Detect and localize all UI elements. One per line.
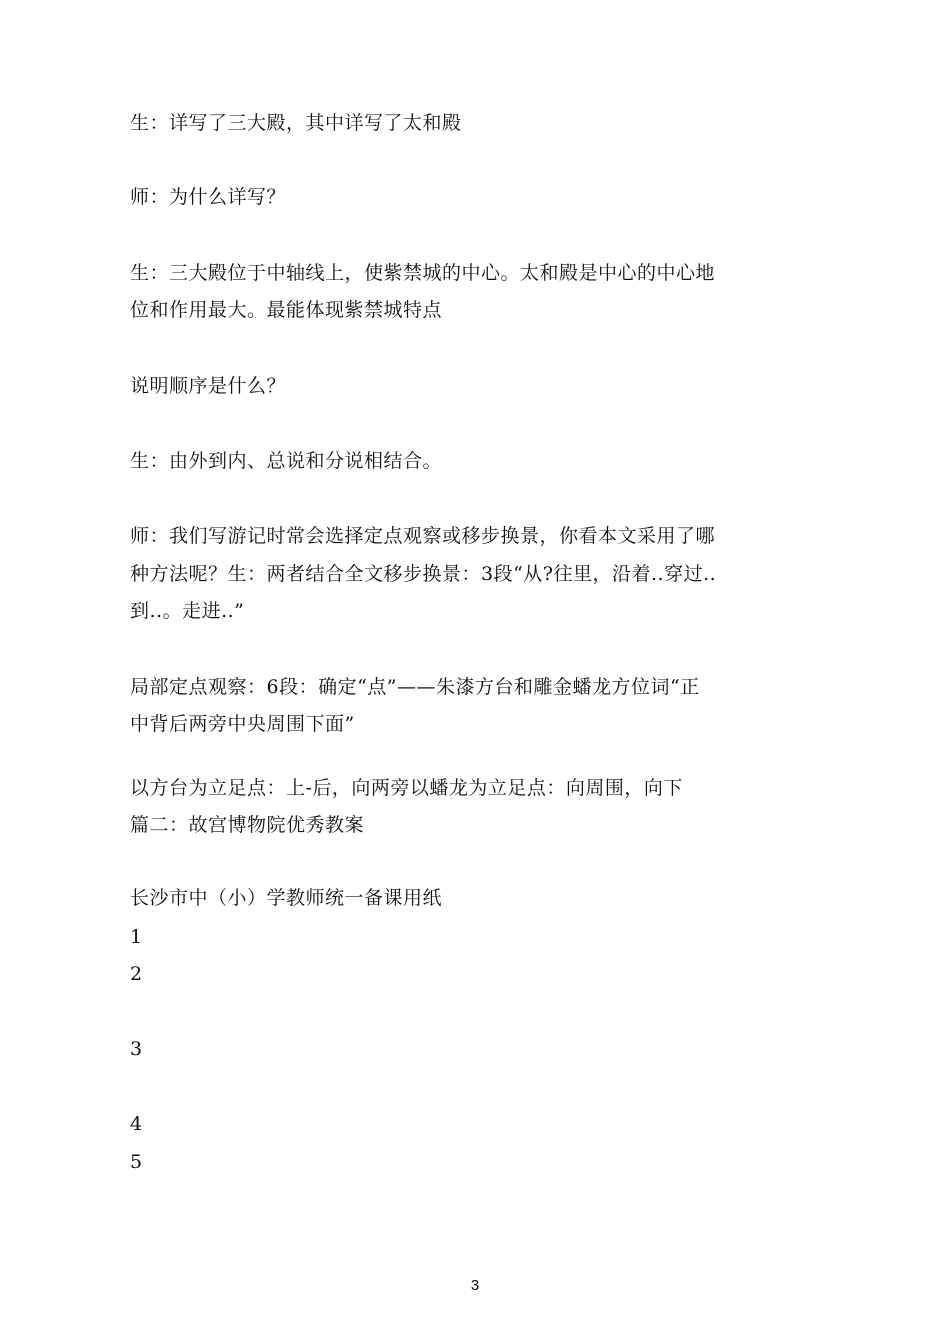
text-line: 以方台为立足点：上-后，向两旁以蟠龙为立足点：向周围，向下	[130, 777, 683, 799]
text-line: 生：三大殿位于中轴线上，使紫禁城的中心。太和殿是中心的中心地	[130, 262, 716, 284]
text-line: 师：为什么详写？	[130, 186, 287, 208]
list-item-number: 5	[130, 1151, 143, 1173]
section-heading: 篇二：故宫博物院优秀教案	[130, 814, 365, 836]
text-line: 生：详写了三大殿，其中详写了太和殿	[130, 112, 462, 134]
text-line: 生：由外到内、总说和分说相结合。	[130, 450, 443, 472]
list-item-number: 4	[130, 1113, 143, 1135]
page-number: 3	[470, 1277, 480, 1294]
list-item-number: 2	[130, 963, 143, 985]
text-line: 中背后两旁中央周围下面”	[130, 713, 355, 735]
text-line: 局部定点观察：6段：确定“点”——朱漆方台和雕金蟠龙方位词“正	[130, 676, 700, 698]
text-line: 长沙市中（小）学教师统一备课用纸	[130, 887, 443, 909]
text-line: 到..。走进..”	[130, 600, 245, 622]
text-line: 种方法呢？生：两者结合全文移步换景：3段“从?往里，沿着..穿过..	[130, 563, 717, 585]
list-item-number: 3	[130, 1038, 143, 1060]
text-line: 说明顺序是什么？	[130, 375, 287, 397]
text-line: 师：我们写游记时常会选择定点观察或移步换景，你看本文采用了哪	[130, 525, 716, 547]
list-item-number: 1	[130, 926, 143, 948]
text-line: 位和作用最大。最能体现紫禁城特点	[130, 299, 443, 321]
